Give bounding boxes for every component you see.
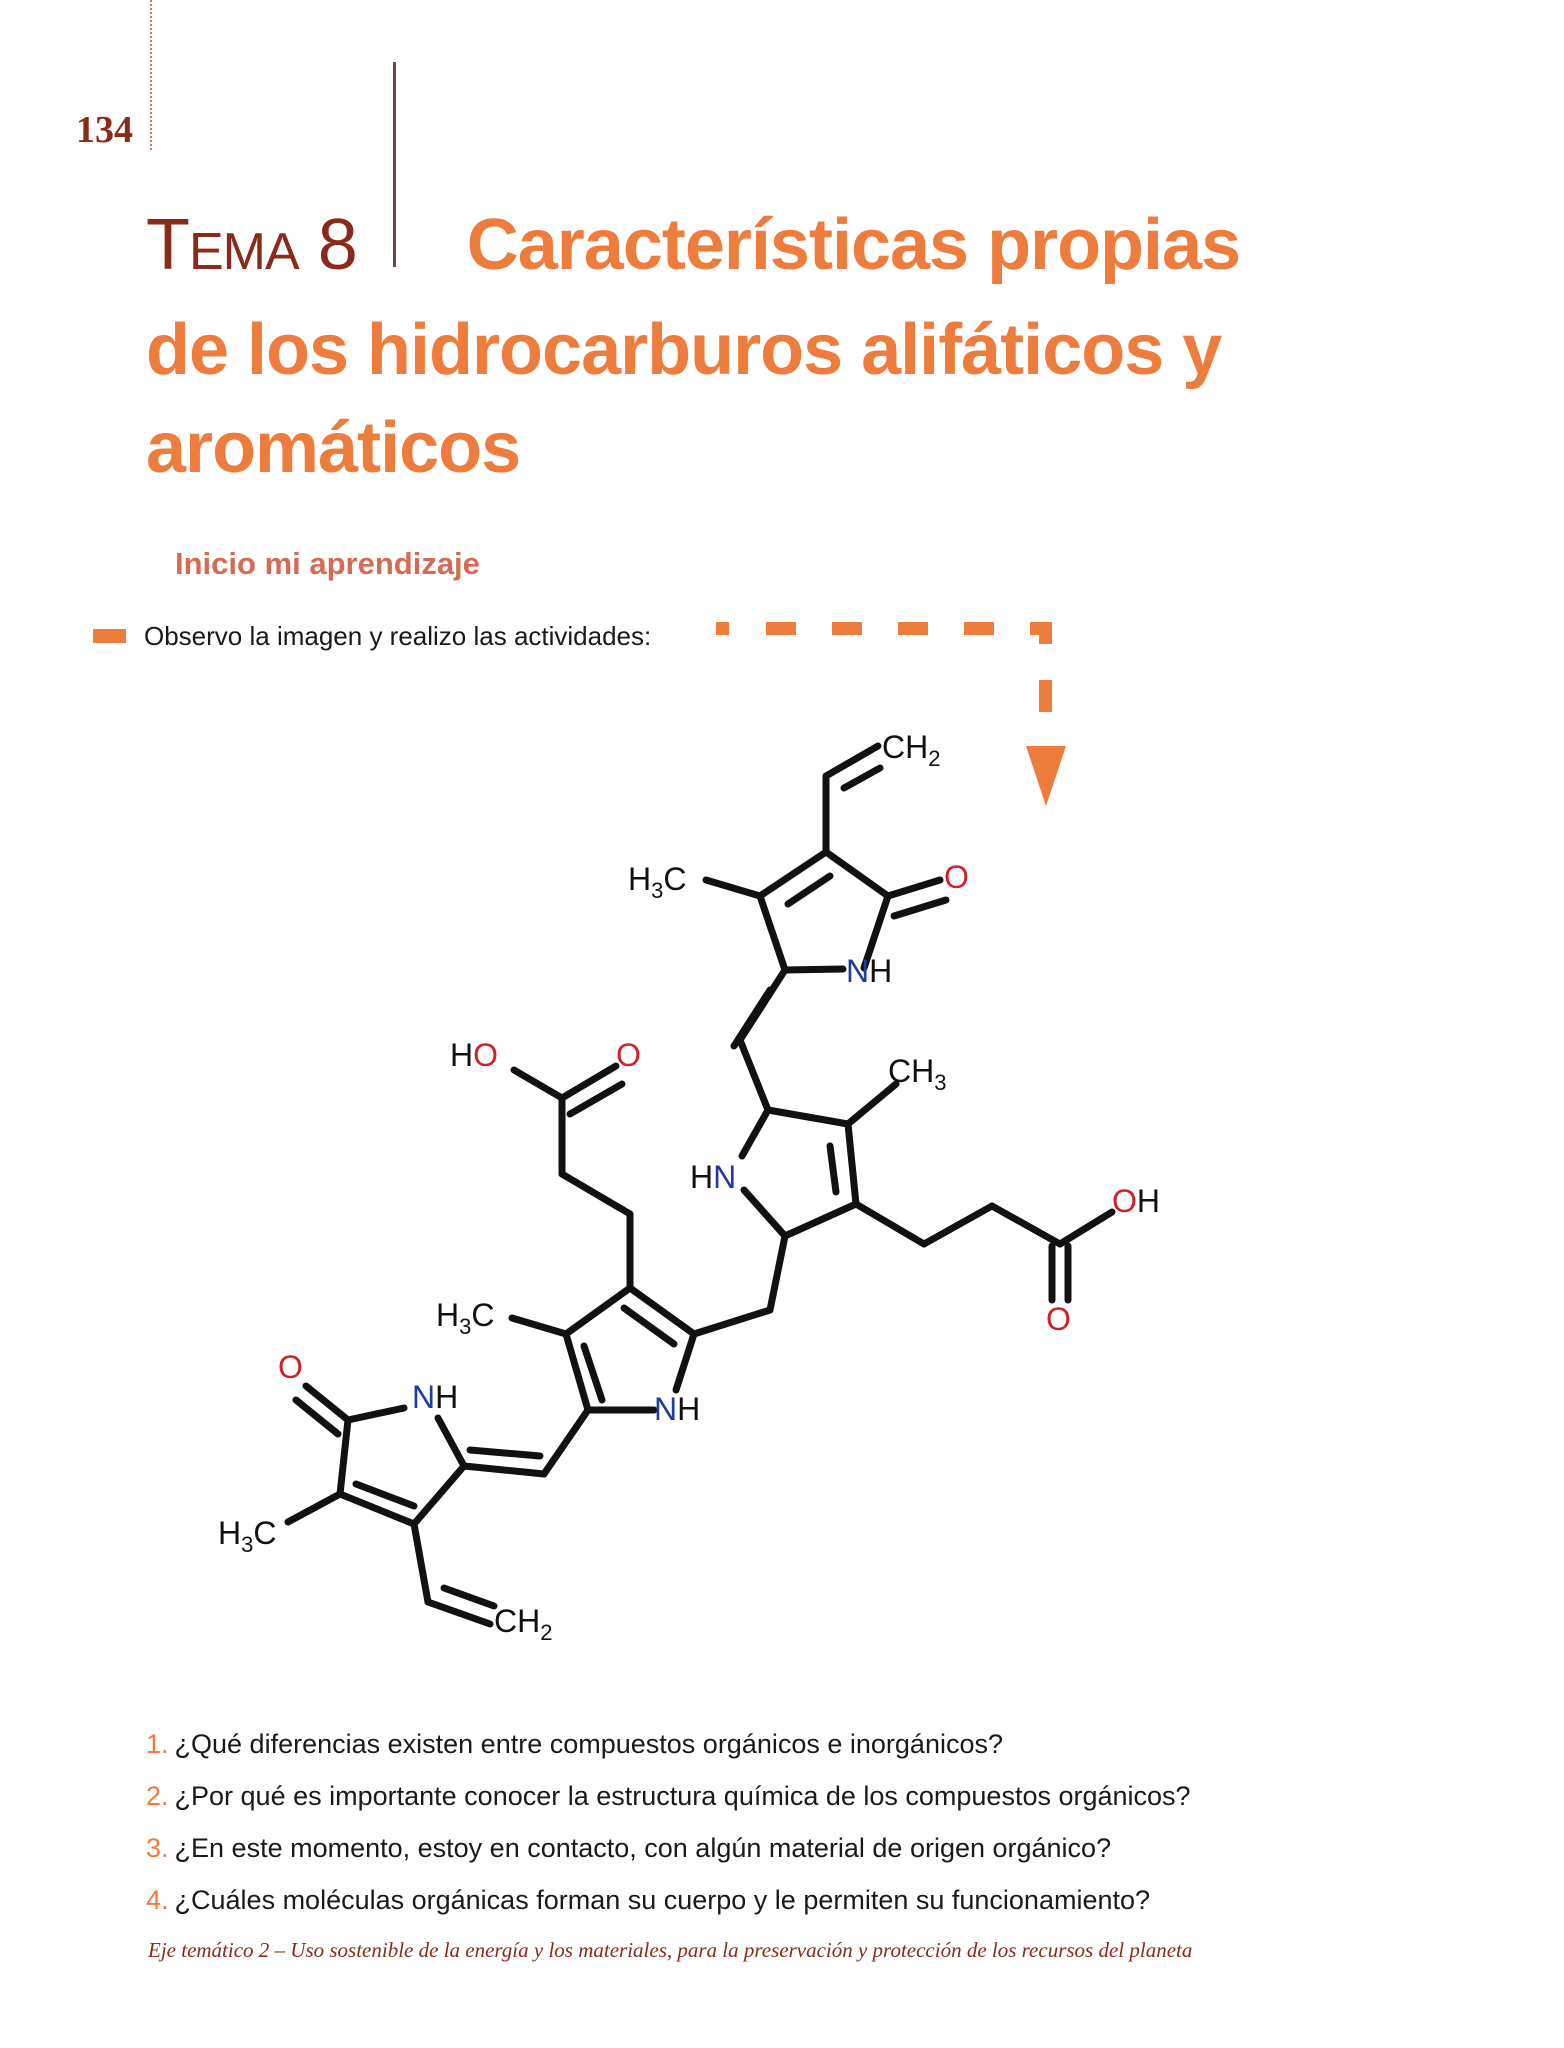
- question-item: 3. ¿En este momento, estoy en contacto, con algún material de origen orgánico?: [146, 1833, 1112, 1863]
- label-h3c-top: $H_3C$: [628, 861, 687, 903]
- instruction-text: Observo la imagen y realizo las actividades:: [144, 620, 652, 651]
- label-ho-left: HO: [450, 1037, 498, 1073]
- question-item: 2. ¿Por qué es importante conocer la estructura química de los compuestos orgánicos?: [146, 1781, 1191, 1811]
- page-number: 134: [76, 109, 133, 151]
- label-ch2-top: $CH_2$: [882, 729, 941, 771]
- question-item: 4. ¿Cuáles moléculas orgánicas forman su cuerpo y le permiten su funcionamiento?: [146, 1885, 1151, 1915]
- label-hn-middle: HN: [690, 1159, 737, 1195]
- label-nh-left: NH: [412, 1379, 459, 1415]
- label-o-top-ring: O: [944, 859, 969, 895]
- section-heading: Inicio mi aprendizaje: [175, 546, 480, 581]
- label-oh-right: OH: [1112, 1183, 1160, 1219]
- title-line-3: aromáticos: [146, 408, 521, 488]
- activity-questions: [146, 1718, 1526, 1926]
- label-o-left-ring: O: [278, 1349, 303, 1385]
- label-nh-top: NH: [846, 953, 893, 989]
- label-h3c-bottom: $H_3C$: [218, 1515, 277, 1557]
- title-line-2: de los hidrocarburos alifáticos y: [146, 310, 1222, 390]
- label-ch2-bottom: $CH_2$: [494, 1603, 553, 1645]
- title-line-1: Características propias: [466, 205, 1241, 285]
- label-o-right: O: [1046, 1301, 1071, 1337]
- question-item: 1. ¿Qué diferencias existen entre compuestos orgánicos e inorgánicos?: [146, 1729, 1003, 1759]
- page-footer: Eje temático 2 – Uso sostenible de la energía y los materiales, para la preservación y protección de los recursos del planeta: [148, 1938, 1193, 1962]
- label-o-left-acid: O: [616, 1037, 641, 1073]
- label-ch3-right: $CH_3$: [888, 1053, 947, 1095]
- tema-label: TEMA 8: [146, 205, 357, 285]
- label-h3c-middle: $H_3C$: [436, 1297, 495, 1339]
- label-nh-middle: NH: [654, 1391, 701, 1427]
